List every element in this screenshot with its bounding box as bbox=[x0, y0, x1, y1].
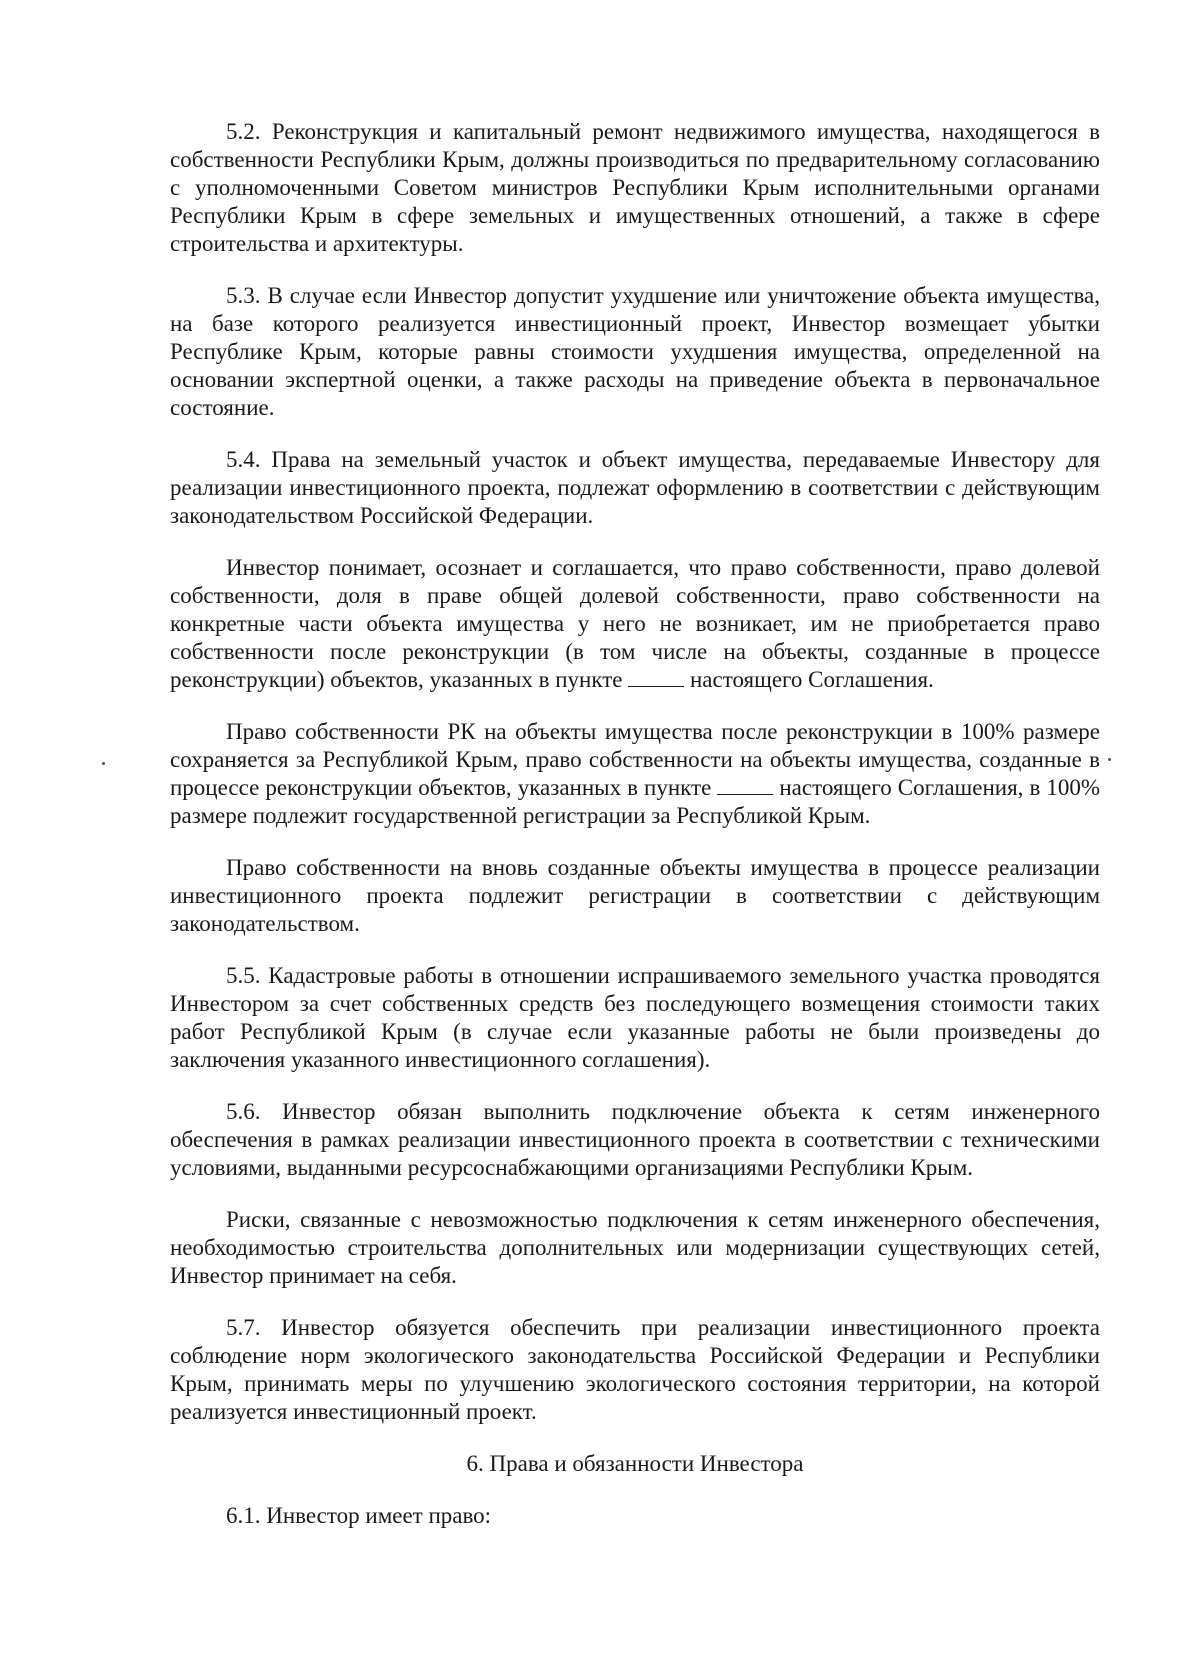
paragraph-5-2: 5.2. Реконструкция и капитальный ремонт недвижимого имущества, находящегося в собственности Республики Крым, должны производиться по предварительному согласованию с уполномоченными Советом министров Республики Крым исполнительными органами Республики Крым в сфере земельных и имущественных отношений, а также в сфере строительства и архитектуры. bbox=[170, 119, 1100, 256]
paragraph-investor-understands bbox=[170, 554, 1100, 694]
paragraph-rk-ownership bbox=[170, 718, 1100, 830]
paragraph-5-5: 5.5. Кадастровые работы в отношении испрашиваемого земельного участка проводятся Инвестором за счет собственных средств без последующего возмещения стоимости таких работ Республикой Крым (в случае если указанные работы не были произведены до заключения указанного инвестиционного соглашения). bbox=[170, 963, 1100, 1072]
blank-line bbox=[717, 778, 773, 795]
document-body bbox=[170, 118, 1100, 1530]
paragraph-text-part: настоящего Соглашения. bbox=[690, 667, 934, 692]
blank-line bbox=[628, 670, 684, 687]
paragraph-text-part: настоящего Соглашения, в 100% размере подлежит государственной регистрации за Республикой Крым. bbox=[170, 775, 1100, 828]
scan-speck bbox=[1108, 758, 1111, 761]
paragraph-5-3: 5.3. В случае если Инвестор допустит ухудшение или уничтожение объекта имущества, на базе которого реализуется инвестиционный проект, Инвестор возмещает убытки Республике Крым, которые равны стоимости ухудшения имущества, определенной на основании экспертной оценки, а также расходы на приведение объекта в первоначальное состояние. bbox=[170, 283, 1100, 420]
paragraph-new-objects: Право собственности на вновь созданные объекты имущества в процессе реализации инвестиционного проекта подлежит регистрации в соответствии с действующим законодательством. bbox=[170, 855, 1100, 936]
paragraph-text-part: Право собственности РК на объекты имущества после реконструкции в 100% размере сохраняется за Республикой Крым, право собственности на объекты имущества, созданные в процессе реконструкции объектов, указанных в пункте bbox=[170, 719, 1100, 800]
paragraph-text-part: Инвестор понимает, осознает и соглашается, что право собственности, право долевой собственности, доля в праве общей долевой собственности, право собственности на конкретные части объекта имущества у него не возникает, им не приобретается право собственности после реконструкции (в том числе на объекты, созданные в процессе реконструкции) объектов, указанных в пункте bbox=[170, 555, 1100, 692]
paragraph-risks: Риски, связанные с невозможностью подключения к сетям инженерного обеспечения, необходимостью строительства дополнительных или модернизации существующих сетей, Инвестор принимает на себя. bbox=[170, 1207, 1100, 1288]
paragraph-5-4: 5.4. Права на земельный участок и объект имущества, передаваемые Инвестору для реализации инвестиционного проекта, подлежат оформлению в соответствии с действующим законодательством Российской Федерации. bbox=[170, 447, 1100, 528]
section-6-heading: 6. Права и обязанности Инвестора bbox=[466, 1451, 804, 1476]
scan-speck bbox=[102, 762, 105, 765]
paragraph-5-7: 5.7. Инвестор обязуется обеспечить при реализации инвестиционного проекта соблюдение норм экологического законодательства Российской Федерации и Республики Крым, принимать меры по улучшению экологического состояния территории, на которой реализуется инвестиционный проект. bbox=[170, 1315, 1100, 1424]
paragraph-6-1: 6.1. Инвестор имеет право: bbox=[226, 1503, 492, 1528]
paragraph-5-6: 5.6. Инвестор обязан выполнить подключение объекта к сетям инженерного обеспечения в рамках реализации инвестиционного проекта в соответствии с техническими условиями, выданными ресурсоснабжающими организациями Республики Крым. bbox=[170, 1099, 1100, 1180]
